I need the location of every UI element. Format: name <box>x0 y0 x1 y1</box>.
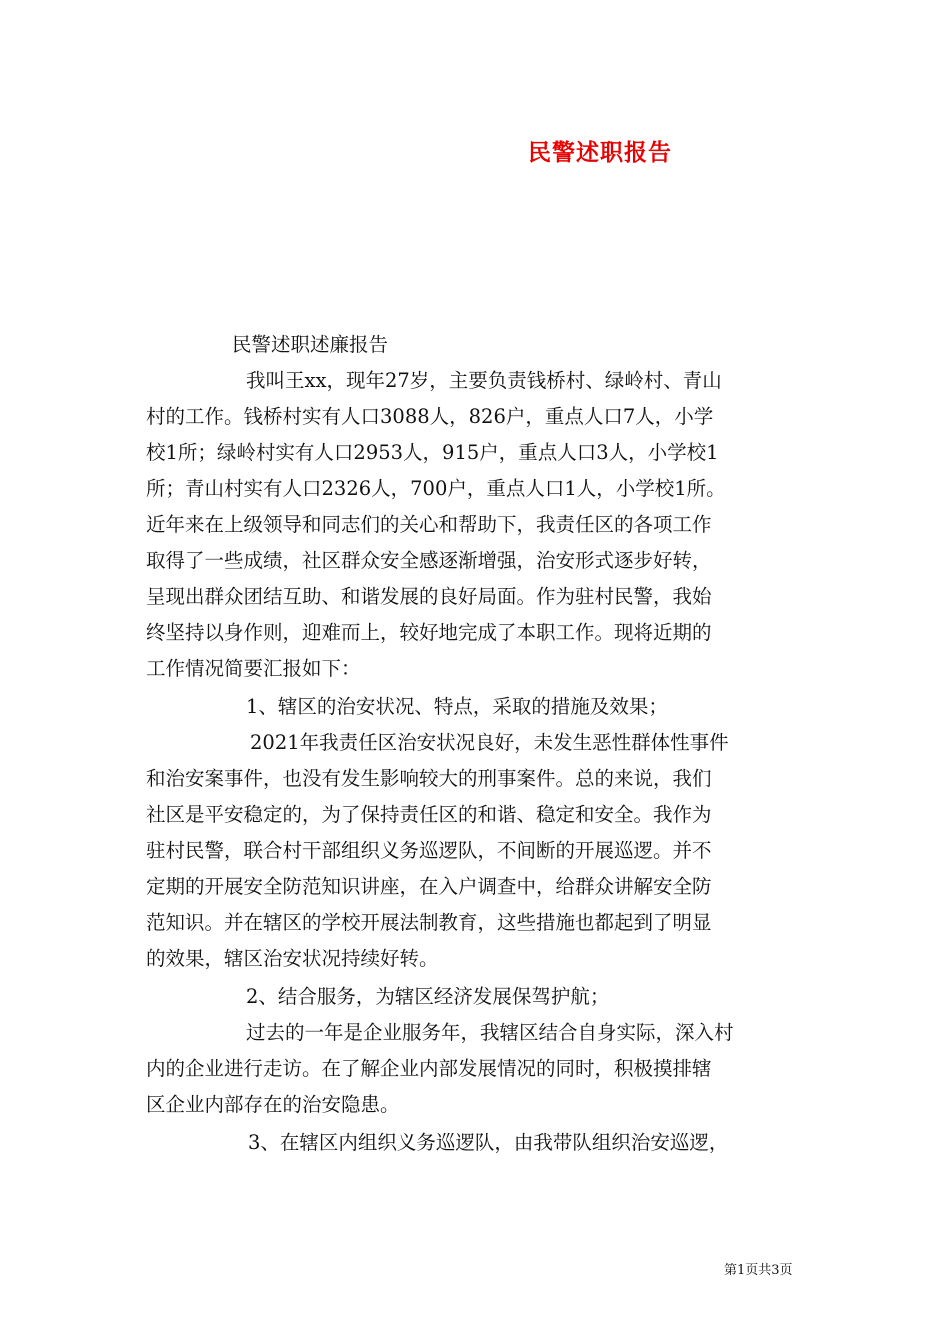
paragraph-line: 的效果，辖区治安状况持续好转。 <box>146 947 439 970</box>
section-heading: 2、结合服务，为辖区经济发展保驾护航； <box>246 985 610 1008</box>
paragraph-line: 终坚持以身作则，迎难而上，较好地完成了本职工作。现将近期的 <box>146 621 712 644</box>
paragraph-line: 过去的一年是企业服务年，我辖区结合自身实际，深入村 <box>246 1021 734 1044</box>
paragraph-line: 我叫王xx，现年27岁，主要负责钱桥村、绿岭村、青山 <box>246 369 722 392</box>
paragraph-line: 呈现出群众团结互助、和谐发展的良好局面。作为驻村民警，我始 <box>146 585 712 608</box>
paragraph-line: 社区是平安稳定的，为了保持责任区的和谐、稳定和安全。我作为 <box>146 803 712 826</box>
paragraph-line: 取得了一些成绩，社区群众安全感逐渐增强，治安形式逐步好转， <box>146 549 712 572</box>
paragraph-line: 区企业内部存在的治安隐患。 <box>146 1093 400 1116</box>
paragraph-line: 驻村民警，联合村干部组织义务巡逻队，不间断的开展巡逻。并不 <box>146 839 712 862</box>
paragraph-line: 定期的开展安全防范知识讲座，在入户调查中，给群众讲解安全防 <box>146 875 712 898</box>
page-number: 第1页共3页 <box>724 1263 793 1278</box>
paragraph-line: 内的企业进行走访。在了解企业内部发展情况的同时，积极摸排辖 <box>146 1057 712 1080</box>
paragraph-line: 所；青山村实有人口2326人，700户，重点人口1人，小学校1所。 <box>146 477 726 500</box>
paragraph-line: 村的工作。钱桥村实有人口3088人，826户，重点人口7人，小学 <box>146 405 714 428</box>
paragraph-line: 范知识。并在辖区的学校开展法制教育，这些措施也都起到了明显 <box>146 911 712 934</box>
paragraph-line: 近年来在上级领导和同志们的关心和帮助下，我责任区的各项工作 <box>146 513 712 536</box>
subtitle: 民警述职述廉报告 <box>232 333 389 356</box>
paragraph-line: 2021年我责任区治安状况良好，未发生恶性群体性事件 <box>250 731 729 754</box>
document-title: 民警述职报告 <box>528 139 672 166</box>
section-heading: 1、辖区的治安状况、特点，采取的措施及效果； <box>246 695 668 718</box>
paragraph-line: 工作情况简要汇报如下： <box>146 657 361 680</box>
paragraph-line: 校1所；绿岭村实有人口2953人，915户，重点人口3人，小学校1 <box>146 441 719 464</box>
paragraph-line: 和治安案事件，也没有发生影响较大的刑事案件。总的来说，我们 <box>146 767 712 790</box>
section-heading: 3、在辖区内组织义务巡逻队，由我带队组织治安巡逻， <box>248 1131 729 1154</box>
